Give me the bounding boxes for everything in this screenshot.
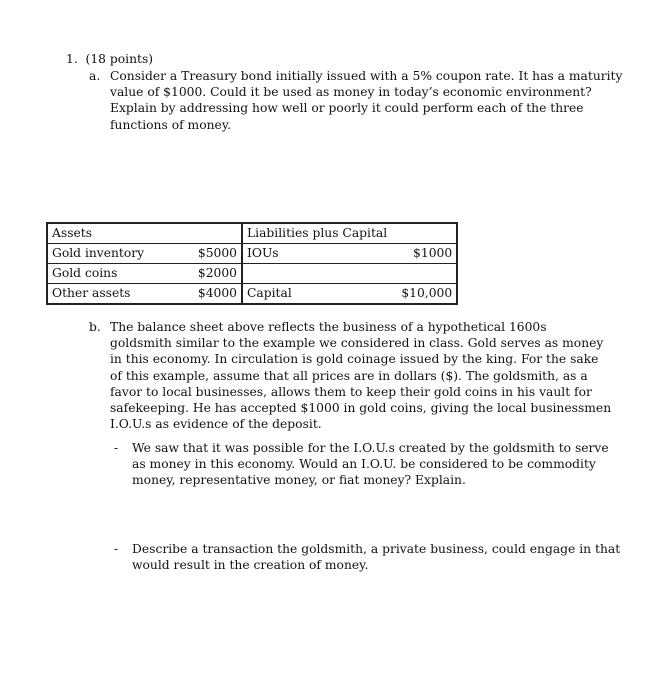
asset-value: $4000 bbox=[173, 284, 242, 305]
asset-label: Gold coins bbox=[47, 264, 173, 284]
part-b-letter: b. bbox=[89, 320, 101, 334]
bullet-dash: - bbox=[114, 542, 119, 556]
table-row bbox=[47, 244, 457, 264]
asset-label: Other assets bbox=[47, 284, 173, 305]
part-a-letter: a. bbox=[89, 69, 101, 83]
liabilities-header: Liabilities plus Capital bbox=[242, 223, 391, 244]
liability-value bbox=[391, 264, 457, 284]
liability-value: $1000 bbox=[391, 244, 457, 264]
bullet-dash: - bbox=[114, 441, 119, 455]
question-header: 1. (18 points) bbox=[66, 52, 154, 66]
liability-label bbox=[242, 264, 391, 284]
asset-label: Gold inventory bbox=[47, 244, 173, 264]
table-row bbox=[47, 264, 457, 284]
asset-value: $2000 bbox=[173, 264, 242, 284]
bullet-text: Describe a transaction the goldsmith, a private business, could engage in that would result in the creation of money. bbox=[132, 542, 621, 573]
part-a-text: Consider a Treasury bond initially issued with a 5% coupon rate. It has a maturity value of $1000. Could it be used as money in today’s economic environment? Explain by addressing how well or poorly it could perform each of the three functions of money. bbox=[110, 69, 623, 132]
bullet-text: We saw that it was possible for the I.O.U.s created by the goldsmith to serve as money in this economy. Would an I.O.U. be considered to be commodity money, representative money, or fiat money? Explain. bbox=[132, 441, 609, 488]
liability-label: IOUs bbox=[242, 244, 391, 264]
asset-value: $5000 bbox=[173, 244, 242, 264]
part-b-text: The balance sheet above reflects the business of a hypothetical 1600s goldsmith similar to the example we considered in class. Gold serves as money in this economy. In circulation is gold coinage issued by the king. For the sake of this example, assume that all prices are in dollars ($). The goldsmith, as a favor to local businesses, allows them to keep their gold coins in his vault for safekeeping. He has accepted $1000 in gold coins, giving the local businessmen I.O.U.s as evidence of the deposit. bbox=[110, 320, 612, 432]
table-row bbox=[47, 223, 457, 244]
table-row bbox=[47, 284, 457, 305]
balance-sheet-table bbox=[46, 222, 458, 305]
liability-label: Capital bbox=[242, 284, 391, 305]
liability-value: $10,000 bbox=[391, 284, 457, 305]
assets-header: Assets bbox=[47, 223, 173, 244]
